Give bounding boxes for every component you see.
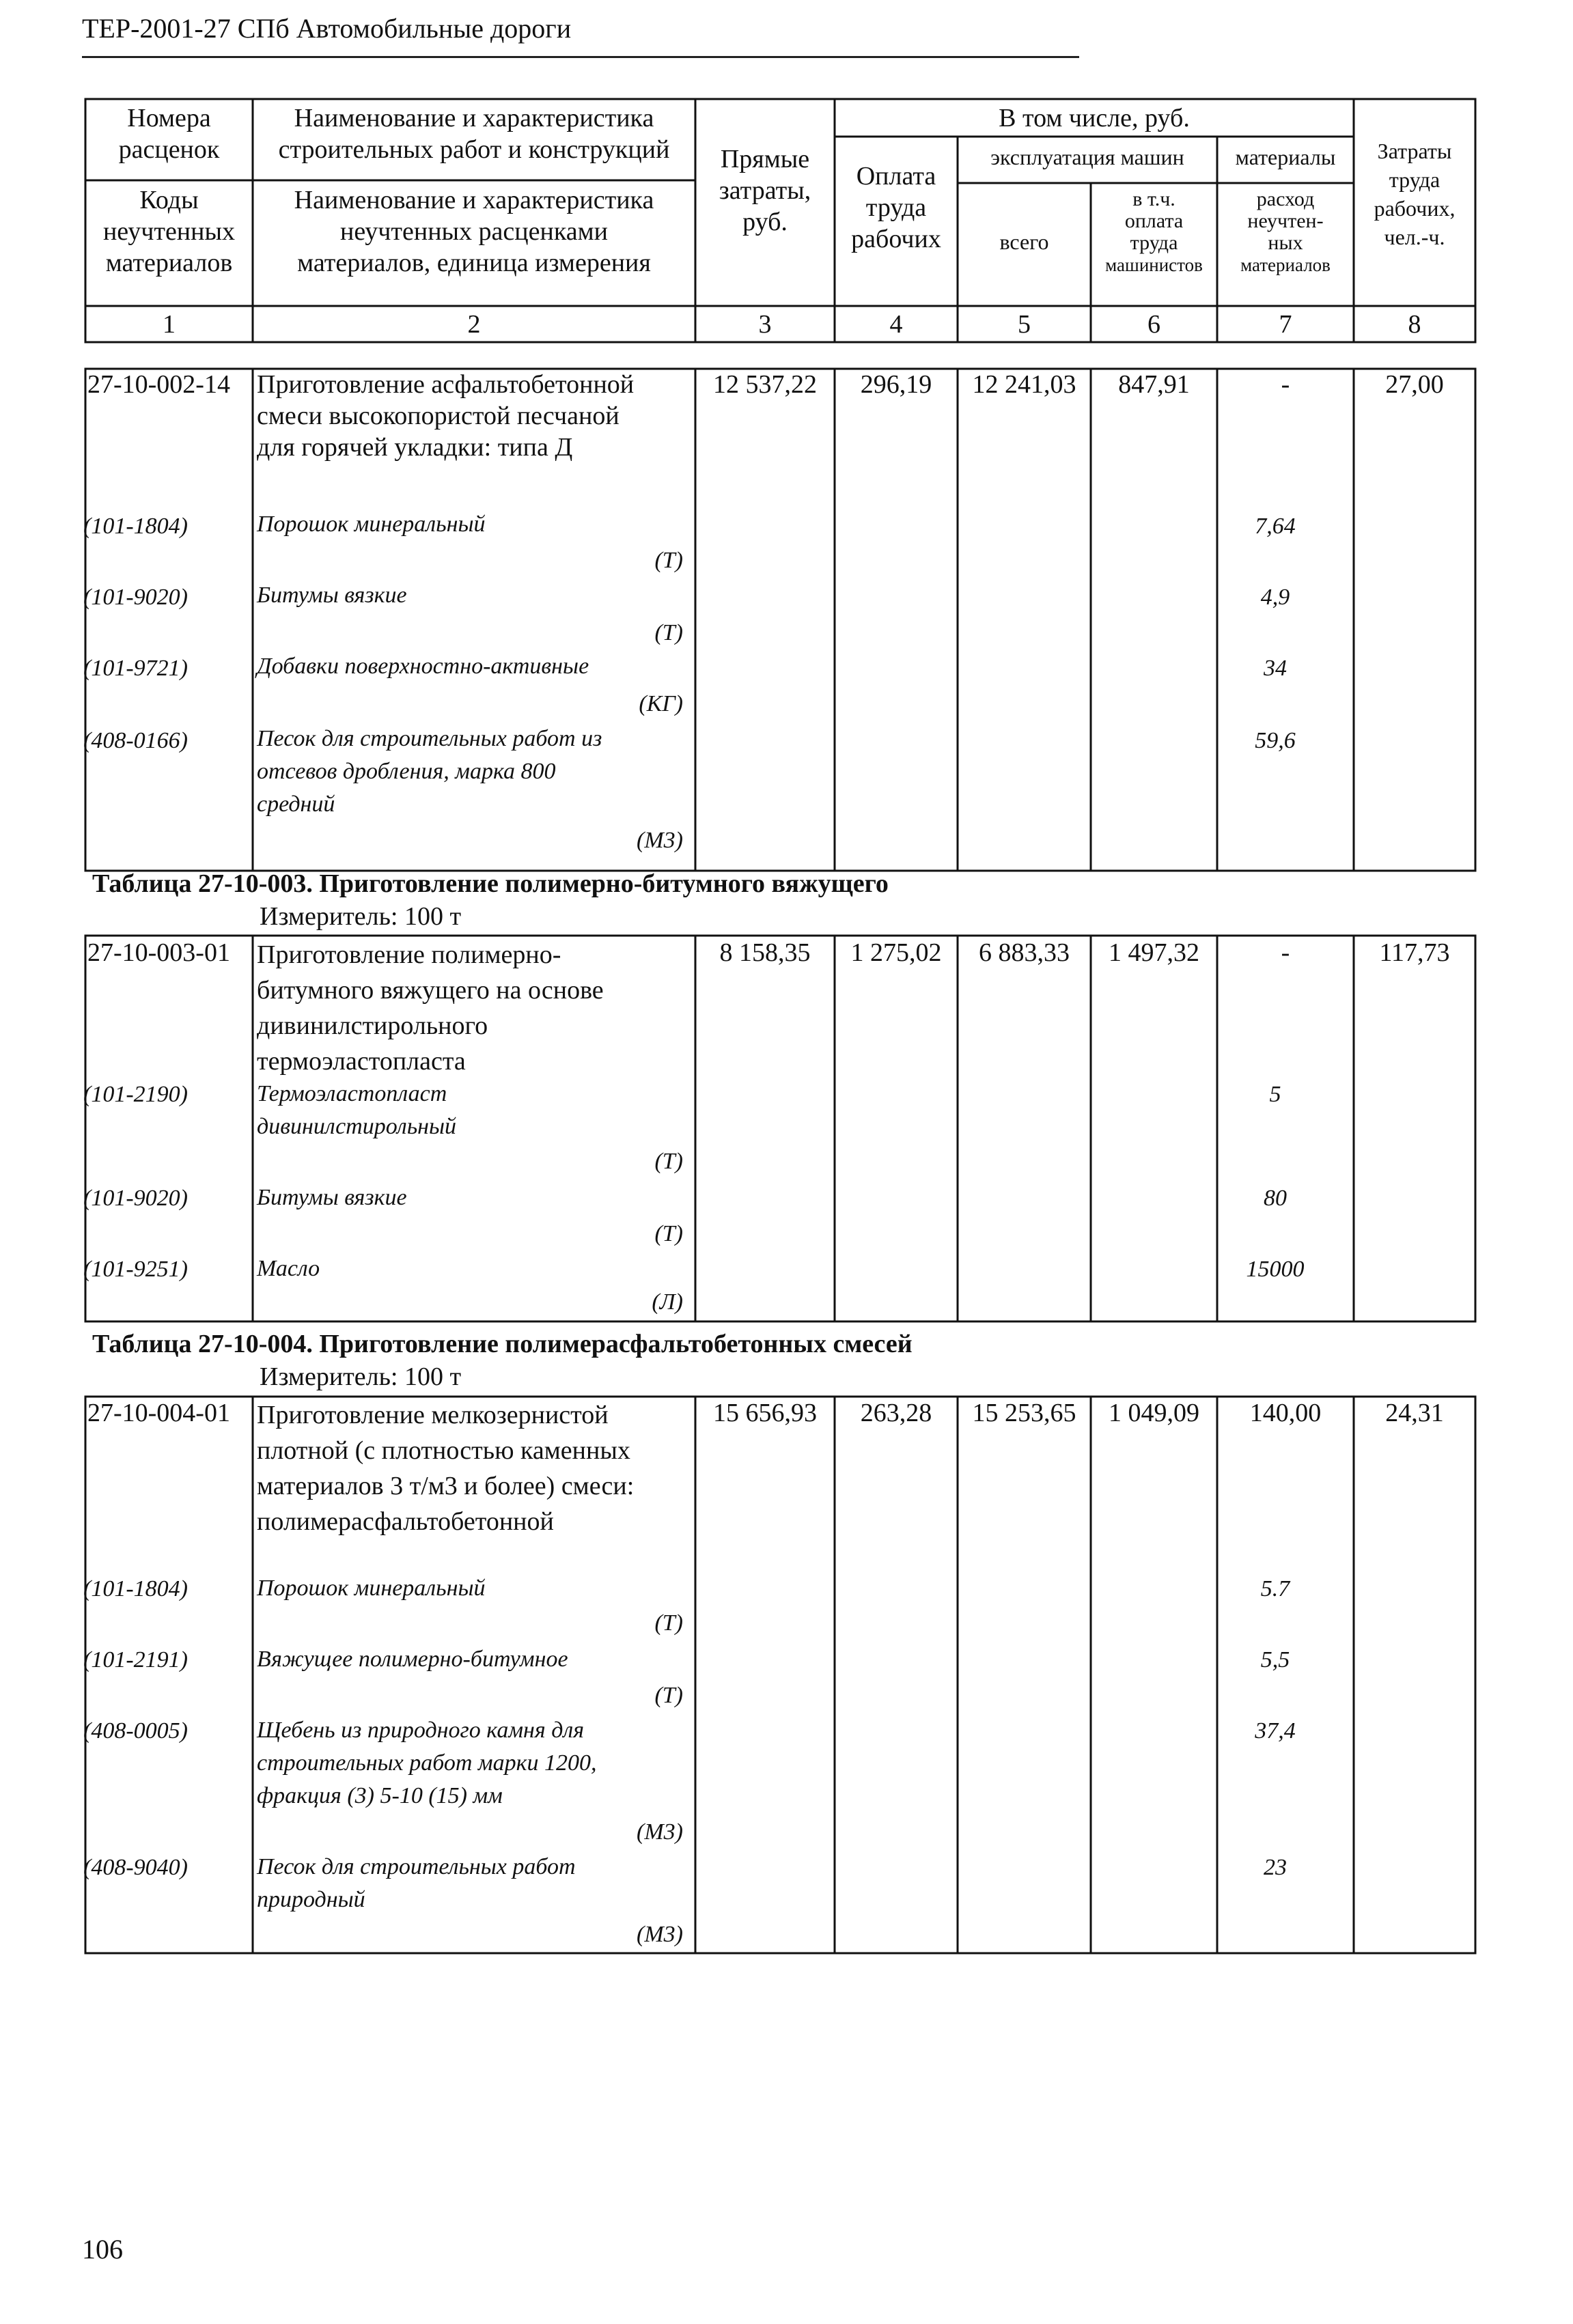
material-code: (101-9721) <box>83 656 188 681</box>
in-that-header: В том числе, руб. <box>999 104 1190 132</box>
rate-name-line: Приготовление асфальтобетонной <box>257 370 635 399</box>
rate-name-line: битумного вяжущего на основе <box>257 976 604 1005</box>
material-name <box>257 1078 456 1143</box>
material-unit: (Т) <box>654 1610 683 1636</box>
material-name-line: средний <box>257 792 335 817</box>
page-number: 106 <box>82 2234 123 2265</box>
machinists-pay: 1 049,09 <box>1109 1399 1199 1427</box>
col-number-2: 2 <box>467 310 481 339</box>
material-code: (408-9040) <box>83 1855 188 1880</box>
material-name-line: фракция (3) 5-10 (15) мм <box>257 1783 503 1808</box>
rate-code: 27-10-004-01 <box>87 1399 230 1427</box>
material-unit: (Т) <box>654 1221 683 1246</box>
col8-header <box>1354 137 1475 251</box>
col-number-1: 1 <box>163 310 176 339</box>
col7-header-line: расход <box>1256 188 1315 210</box>
col2-header-line: Наименование и характеристика <box>294 104 654 132</box>
col2-header-bottom <box>253 184 695 279</box>
col8-header-line: Затраты <box>1377 139 1452 163</box>
col3-header-line: Прямые <box>720 145 810 173</box>
material-name-line: отсевов дробления, марка 800 <box>257 759 556 784</box>
measure-unit: Измеритель: 100 т <box>260 902 462 931</box>
col-number-6: 6 <box>1147 310 1160 339</box>
material-qty: 5.7 <box>1260 1576 1290 1601</box>
direct-costs: 15 656,93 <box>713 1399 817 1427</box>
direct-costs: 12 537,22 <box>713 370 817 399</box>
col-number-8: 8 <box>1408 310 1421 339</box>
material-code: (101-2190) <box>83 1082 188 1107</box>
col4-header-line: труда <box>865 193 927 222</box>
labor-pay: 1 275,02 <box>850 938 942 967</box>
material-name: Порошок минеральный <box>257 512 486 537</box>
material-code: (101-1804) <box>83 1576 188 1601</box>
col-number-3: 3 <box>758 310 772 339</box>
rate-code: 27-10-002-14 <box>87 370 230 399</box>
col2-header-line: неучтенных расценками <box>340 217 608 246</box>
col8-header-line: труда <box>1389 167 1440 192</box>
material-unit: (М3) <box>637 1922 683 1947</box>
col2-header-line: строительных работ и конструкций <box>278 135 670 164</box>
col3-header <box>695 143 835 238</box>
material-qty: 7,64 <box>1255 514 1296 539</box>
material-qty: 15000 <box>1246 1257 1305 1282</box>
material-unit: (Т) <box>654 1683 683 1708</box>
rate-name-line: термоэластопласта <box>257 1047 466 1076</box>
machines-total: 15 253,65 <box>972 1399 1076 1427</box>
material-name <box>257 1851 576 1916</box>
col2-header-line: Наименование и характеристика <box>294 186 654 214</box>
material-qty: 5,5 <box>1260 1647 1290 1672</box>
col1-header-line: расценок <box>118 135 220 164</box>
material-qty: 59,6 <box>1255 728 1296 753</box>
rate-name-line: для горячей укладки: типа Д <box>257 433 573 462</box>
col4-header-line: рабочих <box>851 225 941 253</box>
col4-header <box>835 160 958 255</box>
material-unit: (М3) <box>637 828 683 853</box>
rate-name-line: дивинилстирольного <box>257 1011 488 1040</box>
rate-code: 27-10-003-01 <box>87 938 230 967</box>
labor-pay: 263,28 <box>860 1399 932 1427</box>
col7-header-line: материалов <box>1240 255 1331 275</box>
material-unit: (Л) <box>652 1289 683 1315</box>
material-code: (101-2191) <box>83 1647 188 1672</box>
materials-cost: - <box>1281 370 1290 399</box>
col3-header-line: руб. <box>742 208 788 236</box>
col1-header-top <box>85 102 253 165</box>
col5-header: всего <box>999 229 1049 254</box>
col3-header-line: затраты, <box>719 176 811 205</box>
col-number-7: 7 <box>1279 310 1292 339</box>
col6-header-line: оплата <box>1124 210 1184 232</box>
col7-header-line: неучтен- <box>1247 210 1324 232</box>
material-qty: 80 <box>1264 1186 1287 1211</box>
rate-name-line: Приготовление полимерно- <box>257 940 561 969</box>
col1-header-line: неучтенных <box>102 217 236 246</box>
col6-header-line: труда <box>1130 232 1178 254</box>
material-qty: 5 <box>1269 1082 1281 1107</box>
material-unit: (Т) <box>654 1149 683 1174</box>
rate-name-line: материалов 3 т/м3 и более) смеси: <box>257 1472 635 1500</box>
col-number-5: 5 <box>1018 310 1031 339</box>
col2-header-line: материалов, единица измерения <box>297 249 651 277</box>
machines-header: эксплуатация машин <box>990 145 1184 169</box>
col8-header-line: чел.-ч. <box>1384 225 1445 249</box>
col7-header <box>1217 188 1354 276</box>
materials-cost: - <box>1281 938 1290 967</box>
rate-name-line: плотной (с плотностью каменных <box>257 1436 630 1465</box>
labor-hours: 117,73 <box>1379 938 1450 967</box>
col6-header-line: машинистов <box>1105 255 1203 275</box>
col1-header-line: Коды <box>139 186 199 214</box>
col-number-4: 4 <box>889 310 903 339</box>
material-code: (408-0166) <box>83 728 188 753</box>
material-code: (101-9251) <box>83 1257 188 1282</box>
machines-total: 12 241,03 <box>972 370 1076 399</box>
labor-hours: 24,31 <box>1385 1399 1444 1427</box>
col6-header <box>1091 188 1217 276</box>
material-name: Порошок минеральный <box>257 1576 486 1601</box>
rate-name-line: Приготовление мелкозернистой <box>257 1401 609 1429</box>
material-name-line: природный <box>257 1887 365 1912</box>
machines-total: 6 883,33 <box>979 938 1070 967</box>
col6-header-line: в т.ч. <box>1132 188 1175 210</box>
material-qty: 4,9 <box>1260 585 1290 610</box>
col1-header-line: материалов <box>105 249 233 277</box>
col7-header-line: ных <box>1268 232 1303 254</box>
col2-header-top <box>253 102 695 165</box>
material-qty: 34 <box>1264 656 1287 681</box>
material-name: Битумы вязкие <box>257 1185 407 1210</box>
labor-hours: 27,00 <box>1385 370 1444 399</box>
rate-name-line: полимерасфальтобетонной <box>257 1507 554 1536</box>
material-name: Битумы вязкие <box>257 583 407 608</box>
material-qty: 37,4 <box>1255 1718 1296 1744</box>
material-code: (101-9020) <box>83 1186 188 1211</box>
material-name-line: Песок для строительных работ из <box>257 726 602 751</box>
material-name-line: строительных работ марки 1200, <box>257 1750 597 1776</box>
material-unit: (КГ) <box>639 691 683 716</box>
direct-costs: 8 158,35 <box>719 938 811 967</box>
material-name-line: Термоэластопласт <box>257 1081 447 1106</box>
document-header: ТЕР-2001-27 СПб Автомобильные дороги <box>82 13 572 44</box>
rate-name-line: смеси высокопористой песчаной <box>257 402 620 430</box>
material-name <box>257 1714 597 1812</box>
material-code: (101-1804) <box>83 514 188 539</box>
materials-header: материалы <box>1235 145 1336 169</box>
material-name-line: дивинилстирольный <box>257 1114 457 1139</box>
measure-unit: Измеритель: 100 т <box>260 1362 462 1391</box>
material-name-line: Песок для строительных работ <box>257 1854 576 1879</box>
materials-cost: 140,00 <box>1249 1399 1322 1427</box>
material-name: Вяжущее полимерно-битумное <box>257 1647 568 1672</box>
col1-header-line: Номера <box>127 104 211 132</box>
material-qty: 23 <box>1264 1855 1287 1880</box>
machinists-pay: 1 497,32 <box>1109 938 1199 967</box>
material-unit: (Т) <box>654 548 683 573</box>
machinists-pay: 847,91 <box>1118 370 1190 399</box>
material-code: (408-0005) <box>83 1718 188 1744</box>
col1-header-bottom <box>85 184 253 279</box>
table-caption: Таблица 27-10-004. Приготовление полимерасфальтобетонных смесей <box>92 1330 913 1358</box>
rate-name <box>257 937 694 1079</box>
table-caption: Таблица 27-10-003. Приготовление полимерно-битумного вяжущего <box>92 869 889 898</box>
col4-header-line: Оплата <box>856 162 936 191</box>
material-name: Добавки поверхностно-активные <box>257 654 589 679</box>
material-name: Масло <box>257 1256 320 1281</box>
material-name <box>257 723 602 821</box>
col8-header-line: рабочих, <box>1374 196 1456 221</box>
material-unit: (М3) <box>637 1819 683 1845</box>
material-unit: (Т) <box>654 620 683 645</box>
material-code: (101-9020) <box>83 585 188 610</box>
rate-name <box>257 369 694 463</box>
rate-name <box>257 1397 694 1539</box>
material-name-line: Щебень из природного камня для <box>257 1718 585 1743</box>
labor-pay: 296,19 <box>860 370 932 399</box>
